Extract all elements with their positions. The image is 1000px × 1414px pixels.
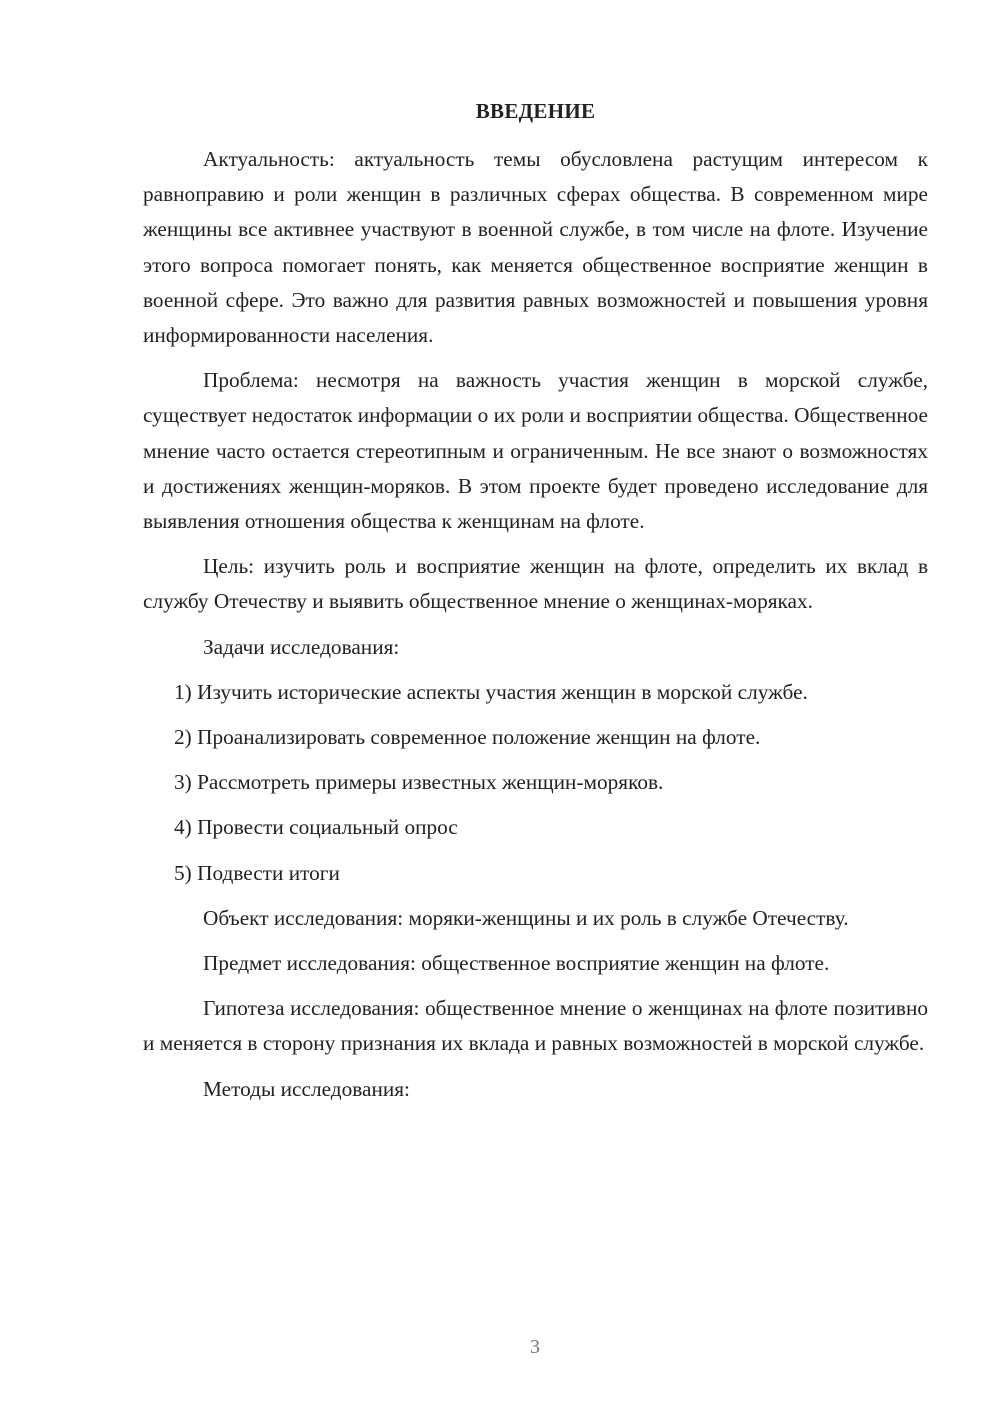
problem-paragraph: Проблема: несмотря на важность участия женщин в морской службе, существует недостаток информации о их роли и восприятии общества. Общественное мнение часто остается стереотипным и ограниченным. Не все знают о возможностях и достижениях женщин-моряков. В этом проекте будет проведено исследование для выявления отношения общества к женщинам на флоте. [143,368,928,534]
methods-heading: Методы исследования: [203,1076,410,1101]
subject-paragraph: Предмет исследования: общественное восприятие женщин на флоте. [203,951,830,976]
task-item-1: 1) Изучить исторические аспекты участия женщин в морской службе. [174,679,808,704]
task-item-4: 4) Провести социальный опрос [174,815,458,840]
object-paragraph: Объект исследования: моряки-женщины и их роль в службе Отечеству. [203,905,849,930]
task-item-2: 2) Проанализировать современное положение женщин на флоте. [174,725,761,750]
tasks-list [143,675,928,891]
hypothesis-paragraph: Гипотеза исследования: общественное мнение о женщинах на флоте позитивно и меняется в сторону признания их вклада и равных возможностей в морской службе. [143,996,928,1056]
document-body [143,142,928,1117]
page-number: 3 [530,1336,540,1358]
task-item-3: 3) Рассмотреть примеры известных женщин-моряков. [174,770,664,795]
tasks-heading: Задачи исследования: [203,634,400,659]
task-item-5: 5) Подвести итоги [174,860,340,885]
goal-paragraph: Цель: изучить роль и восприятие женщин на флоте, определить их вклад в службу Отечеству и выявить общественное мнение о женщинах-моряках. [143,554,928,614]
relevance-paragraph: Актуальность: актуальность темы обусловлена растущим интересом к равноправию и роли женщин в различных сферах общества. В современном мире женщины все активнее участвуют в военной службе, в том числе на флоте. Изучение этого вопроса помогает понять, как меняется общественное восприятие женщин в военной сфере. Это важно для развития равных возможностей и повышения уровня информированности населения. [143,147,928,348]
page-title: ВВЕДЕНИЕ [475,99,596,123]
